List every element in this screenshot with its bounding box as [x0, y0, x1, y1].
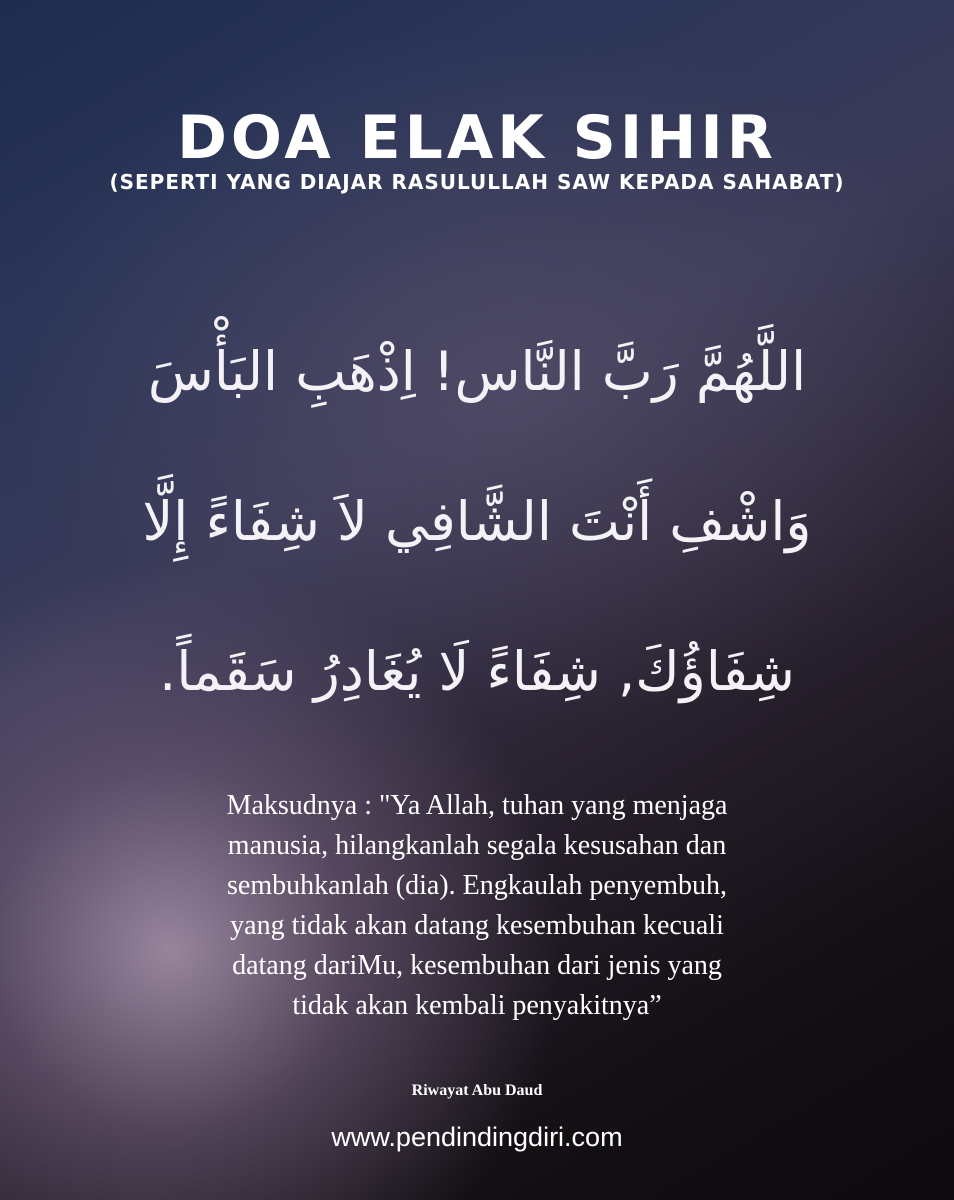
poster-title: DOA ELAK SIHIR [177, 103, 777, 173]
hadith-source: Riwayat Abu Daud [411, 1082, 543, 1099]
translation-line: datang dariMu, kesembuhan dari jenis yang [232, 950, 722, 981]
poster-subtitle: (SEPERTI YANG DIAJAR RASULULLAH SAW KEPADA SAHABAT) [109, 170, 845, 194]
arabic-line-1: اللَّهُمَّ رَبَّ النَّاس! اِذْهَبِ البَأْسَ [147, 340, 807, 403]
translation-line: yang tidak akan datang kesembuhan kecuali [230, 910, 724, 941]
translation-text [100, 786, 854, 1026]
arabic-line-2: وَاشْفِ أَنْتَ الشَّافِي لاَ شِفَاءً إِلَّا [142, 490, 812, 553]
translation-line: sembuhkanlah (dia). Engkaulah penyembuh, [227, 870, 727, 901]
arabic-line-3: شِفَاؤُكَ, شِفَاءً لَا يُغَادِرُ سَقَماً. [159, 640, 795, 703]
website-url: www.pendindingdiri.com [331, 1122, 623, 1152]
translation-line: Maksudnya : "Ya Allah, tuhan yang menjaga [226, 790, 728, 821]
translation-line: tidak akan kembali penyakitnya” [292, 990, 662, 1021]
translation-line: manusia, hilangkanlah segala kesusahan dan [227, 830, 727, 861]
